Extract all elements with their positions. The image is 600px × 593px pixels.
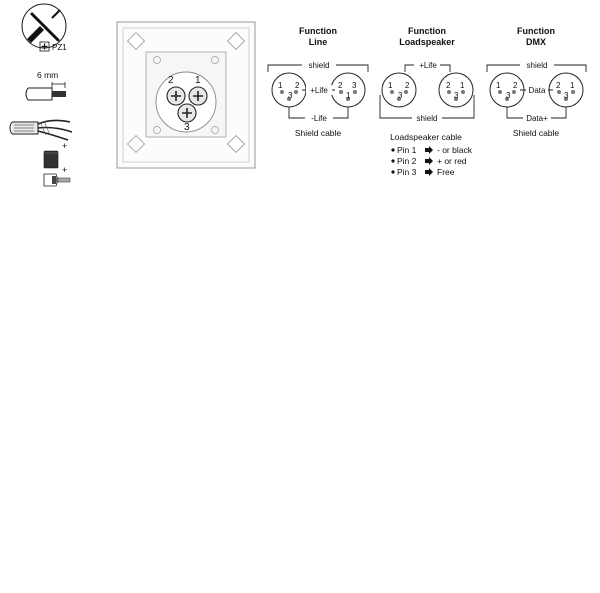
line-left-pin-1: 1 (278, 81, 283, 90)
tools-column (10, 4, 72, 186)
line-left-connector (272, 73, 306, 107)
line-heading-1: Function (299, 26, 337, 36)
pin-label: Pin 2 (397, 156, 417, 166)
arrow-icon (425, 168, 433, 176)
loudspeaker-right-pin-3: 3 (454, 91, 459, 100)
loudspeaker-left-connector (382, 73, 416, 107)
line-wire-shield: shield (308, 61, 330, 70)
plus-sign-1: + (62, 141, 68, 151)
screwdriver-icon (22, 4, 66, 48)
dmx-right-connector (549, 73, 583, 107)
phillips-icon (40, 42, 49, 51)
dmx-heading-1: Function (517, 26, 555, 36)
line-right-pin-3: 3 (352, 81, 357, 90)
arrow-icon (425, 146, 433, 154)
stranded-cable-icon (10, 120, 72, 140)
line-left-pin-3: 3 (288, 91, 293, 100)
dmx-left-connector (490, 73, 524, 107)
dmx-left-pin-1: 1 (496, 81, 501, 90)
loudspeaker-pin-list (391, 145, 472, 177)
dmx-right-pin-3: 3 (564, 91, 569, 100)
loudspeaker-left-pin-1: 1 (388, 81, 393, 90)
pin-meaning: + or red (437, 156, 467, 166)
plus-sign-2: + (62, 165, 68, 175)
loudspeaker-right-connector (439, 73, 473, 107)
socket-pin-3: 3 (184, 122, 190, 133)
dmx-wire-data-plus: Data+ (526, 114, 548, 123)
stripped-wire-icon (26, 88, 66, 100)
function-line (268, 26, 368, 138)
socket-diagram (117, 22, 255, 168)
dmx-cable-label: Shield cable (512, 128, 560, 138)
socket-pin-1: 1 (195, 75, 201, 86)
dmx-wire-shield: shield (526, 61, 548, 70)
arrow-icon (425, 157, 433, 165)
loudspeaker-heading-2: Loadspeaker (399, 37, 455, 47)
line-left-pin-2: 2 (295, 81, 300, 90)
loudspeaker-left-pin-2: 2 (405, 81, 410, 90)
socket-pin-2: 2 (168, 75, 174, 86)
pin-label: Pin 1 (397, 145, 417, 155)
loudspeaker-right-pin-2: 2 (446, 81, 451, 90)
pin-meaning: - or black (437, 145, 472, 155)
loudspeaker-wire-shield: shield (416, 114, 438, 123)
dmx-left-pin-2: 2 (513, 81, 518, 90)
loudspeaker-heading-1: Function (408, 26, 446, 36)
shrink-tube-icon (44, 151, 58, 168)
dmx-right-pin-2: 2 (556, 81, 561, 90)
function-dmx (487, 26, 586, 138)
line-wire-hot: +Life (310, 86, 328, 95)
dmx-left-pin-3: 3 (506, 91, 511, 100)
dmx-wire-data-minus: Data (528, 86, 546, 95)
pin-label: Pin 3 (397, 167, 417, 177)
line-heading-2: Line (308, 37, 328, 47)
loudspeaker-wire-hot: +Life (419, 61, 437, 70)
line-right-pin-2: 2 (338, 81, 343, 90)
dmx-heading-2: DMX (526, 37, 546, 47)
line-cable-label: Shield cable (294, 128, 342, 138)
loudspeaker-left-pin-3: 3 (398, 91, 403, 100)
function-loudspeaker (380, 26, 474, 177)
screwdriver-size-label: PZ1 (52, 43, 67, 52)
line-wire-cold: -Life (311, 114, 327, 123)
line-right-connector (331, 73, 365, 107)
ferrule-icon (44, 174, 70, 186)
loudspeaker-cable-label: Loadspeaker cable (390, 132, 462, 142)
loudspeaker-right-pin-1: 1 (460, 81, 465, 90)
line-right-pin-1: 1 (346, 91, 351, 100)
dmx-right-pin-1: 1 (570, 81, 575, 90)
strip-length-label: 6 mm (37, 70, 59, 80)
pin-meaning: Free (437, 167, 455, 177)
